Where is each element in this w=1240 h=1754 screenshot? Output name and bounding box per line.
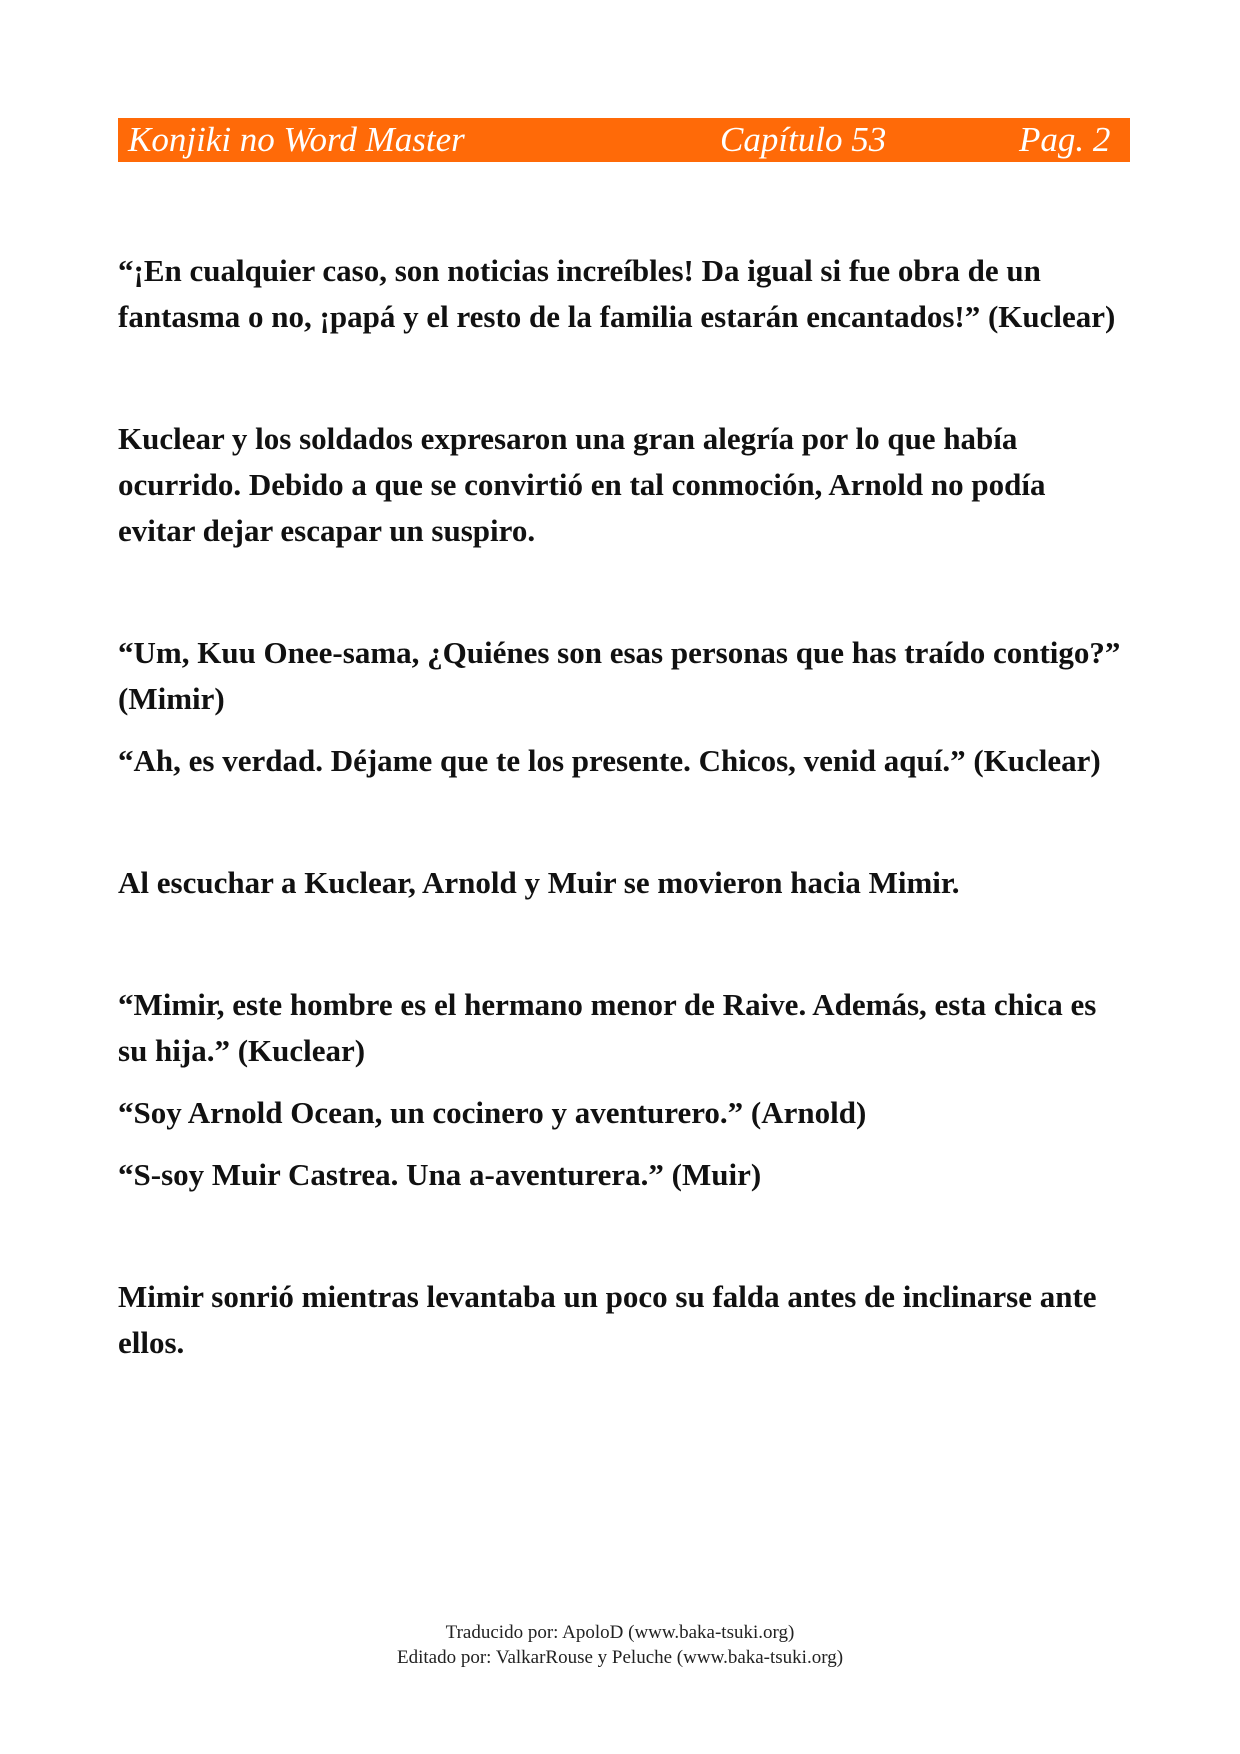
paragraph: Mimir sonrió mientras levantaba un poco su falda antes de inclinarse ante ellos. <box>118 1279 1097 1360</box>
book-title: Konjiki no Word Master <box>128 120 465 159</box>
paragraph: Al escuchar a Kuclear, Arnold y Muir se movieron hacia Mimir. <box>118 865 960 900</box>
paragraph: “Mimir, este hombre es el hermano menor de Raive. Además, esta chica es su hija.” (Kuclear) <box>118 987 1097 1068</box>
paragraph: “S-soy Muir Castrea. Una a-aventurera.” (Muir) <box>118 1157 762 1192</box>
paragraph: “Ah, es verdad. Déjame que te los presente. Chicos, venid aquí.” (Kuclear) <box>118 743 1101 778</box>
editor-credit: Editado por: ValkarRouse y Peluche (www.baka-tsuki.org) <box>396 1647 844 1668</box>
page-number: Pag. 2 <box>1019 120 1111 159</box>
paragraph: “Soy Arnold Ocean, un cocinero y aventurero.” (Arnold) <box>118 1095 867 1130</box>
chapter-label: Capítulo 53 <box>720 120 887 159</box>
page-footer <box>0 1620 1240 1670</box>
page-header <box>118 118 1130 162</box>
paragraph: Kuclear y los soldados expresaron una gran alegría por lo que había ocurrido. Debido a que se convirtió en tal conmoción, Arnold no podía evitar dejar escapar un suspiro. <box>118 421 1046 548</box>
translator-credit: Traducido por: ApoloD (www.baka-tsuki.org) <box>445 1622 795 1643</box>
chapter-text <box>118 248 1130 1366</box>
paragraph: “¡En cualquier caso, son noticias increíbles! Da igual si fue obra de un fantasma o no, ¡papá y el resto de la familia estarán encantados!” (Kuclear) <box>118 253 1116 334</box>
paragraph: “Um, Kuu Onee-sama, ¿Quiénes son esas personas que has traído contigo?” (Mimir) <box>118 635 1121 716</box>
